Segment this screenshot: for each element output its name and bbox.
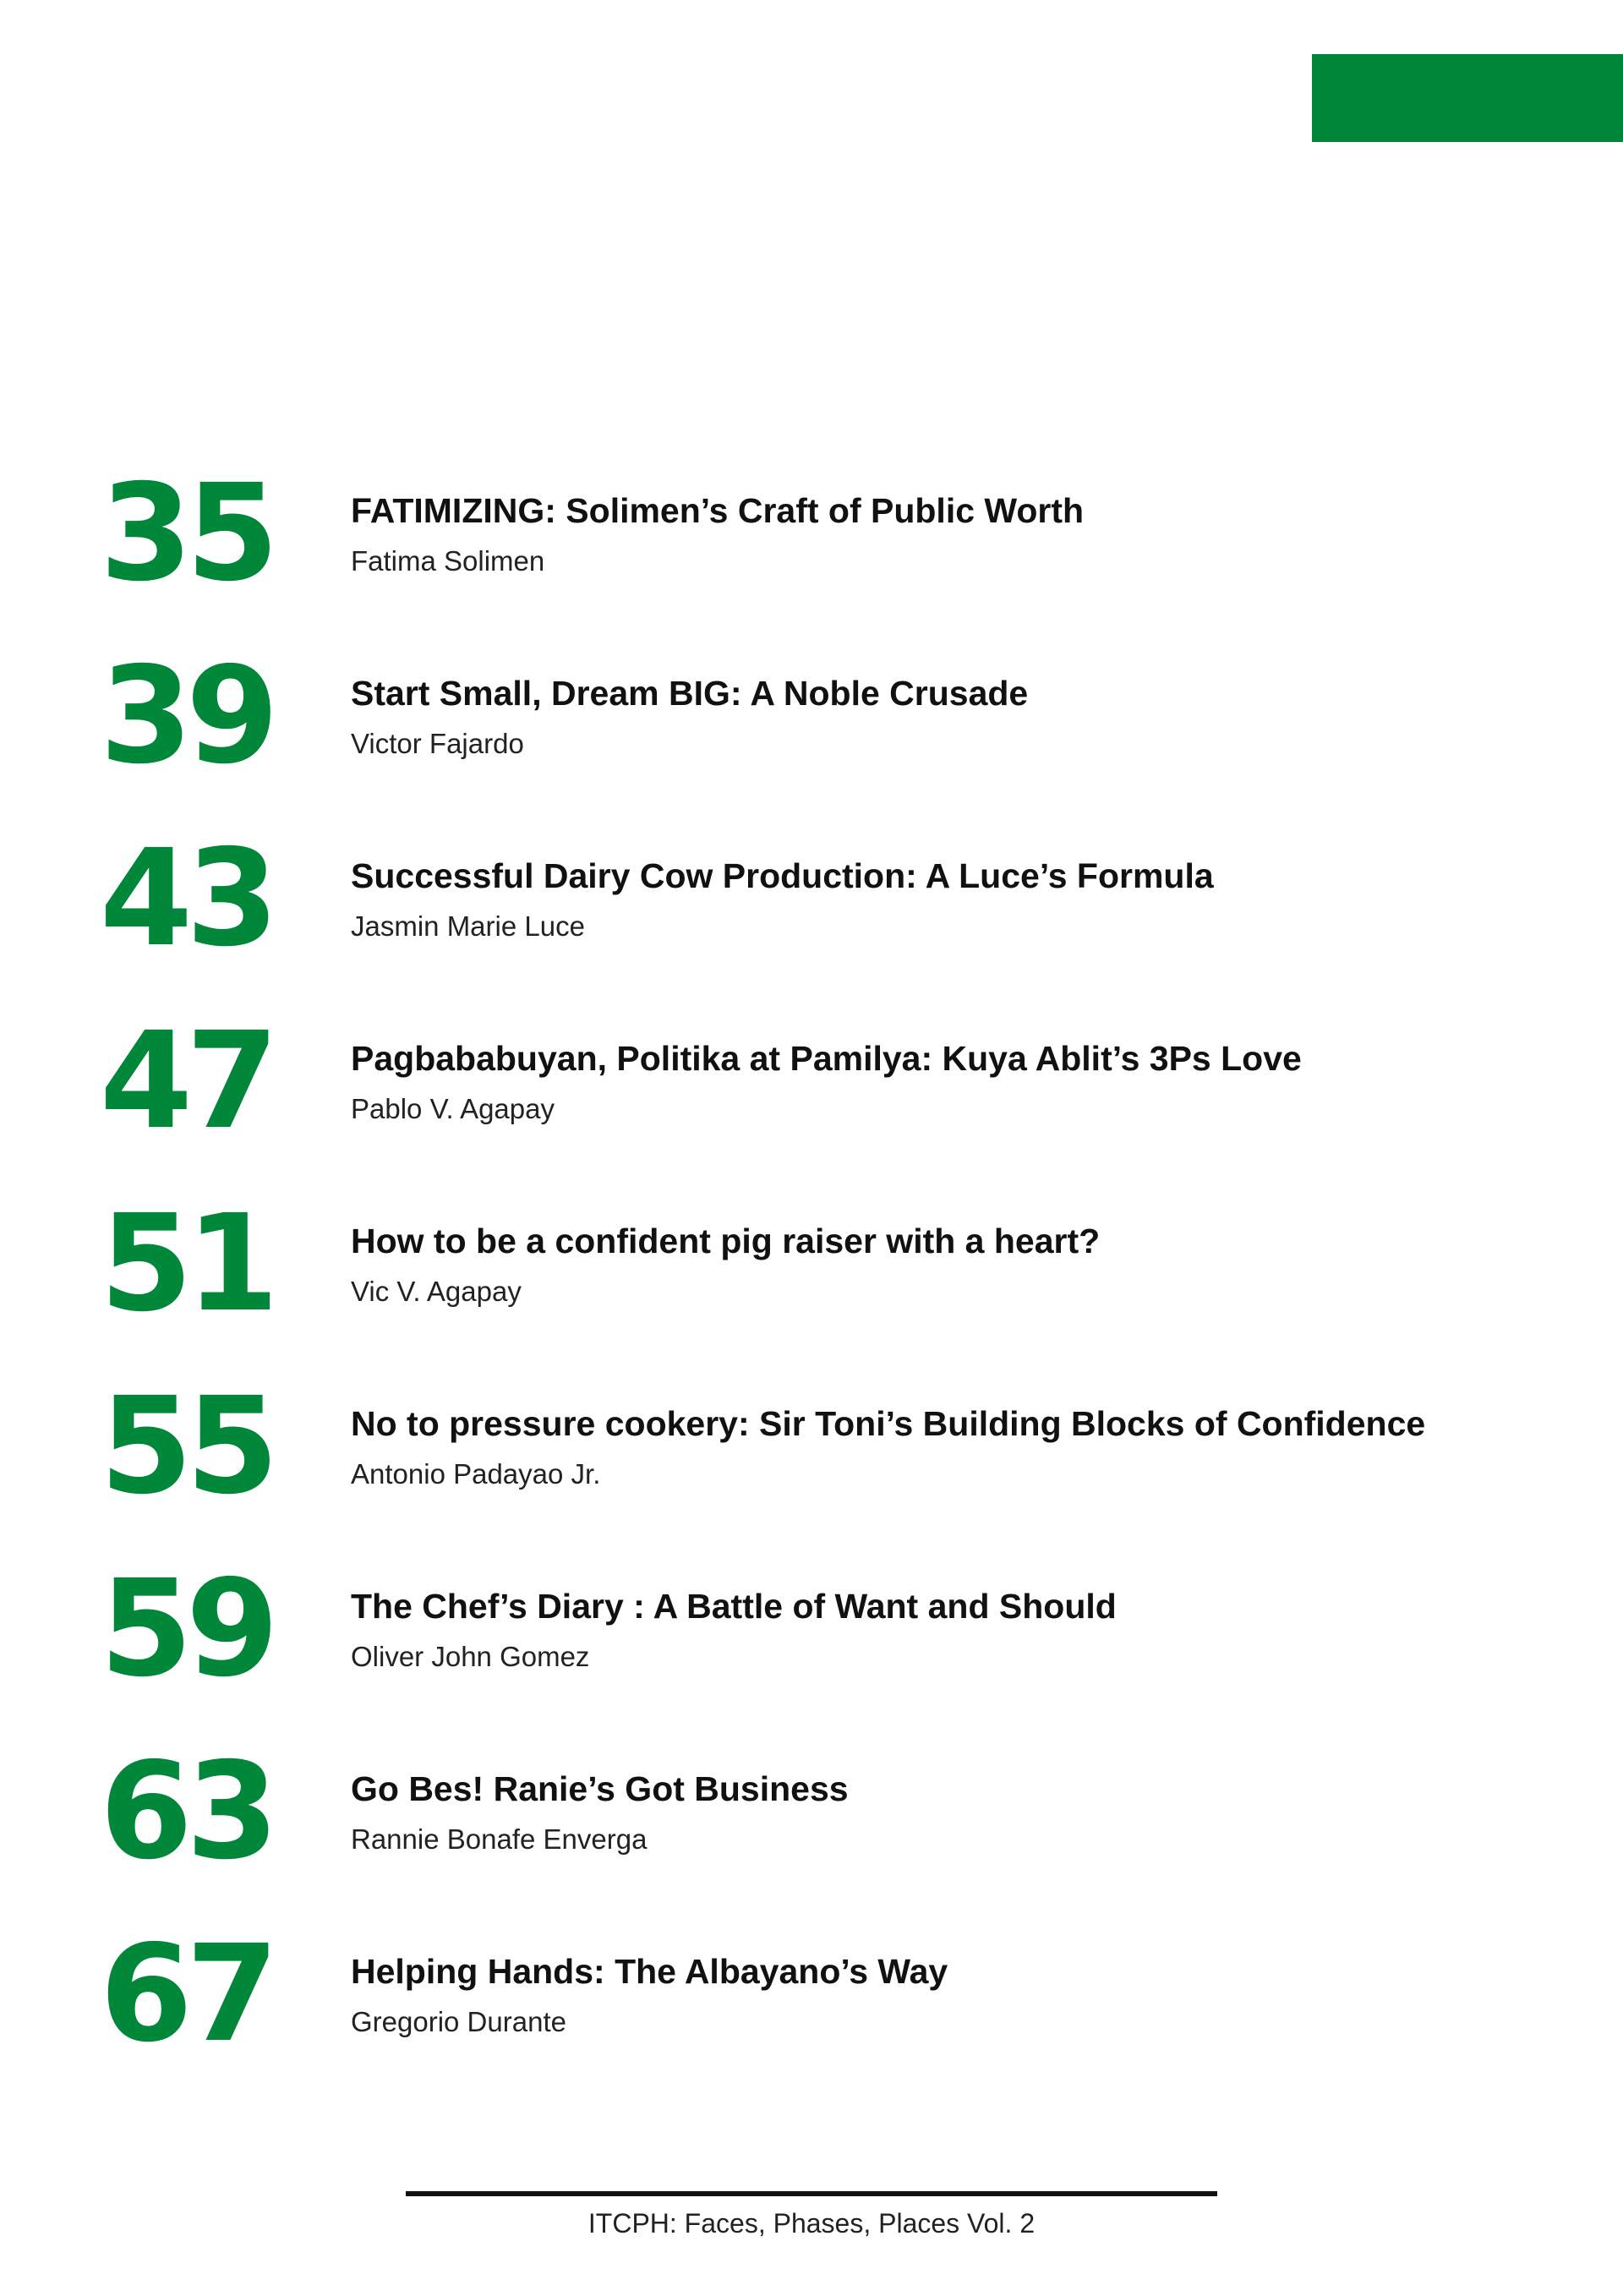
article-author: Antonio Padayao Jr. <box>351 1458 601 1490</box>
header-accent-bar <box>1312 54 1623 142</box>
article-title[interactable]: Start Small, Dream BIG: A Noble Crusade <box>351 674 1029 713</box>
toc-entry[interactable] <box>0 1003 1623 1208</box>
toc-entry[interactable] <box>0 638 1623 843</box>
article-author: Jasmin Marie Luce <box>351 910 585 942</box>
toc-entry[interactable] <box>0 1916 1623 2121</box>
article-author: Vic V. Agapay <box>351 1276 522 1307</box>
article-author: Oliver John Gomez <box>351 1641 590 1672</box>
article-title[interactable]: No to pressure cookery: Sir Toni’s Building Blocks of Confidence <box>351 1404 1426 1443</box>
page-number: 43 <box>100 821 272 976</box>
article-author: Fatima Solimen <box>351 545 545 577</box>
toc-entry[interactable] <box>0 1369 1623 1573</box>
toc-entry[interactable] <box>0 1734 1623 1938</box>
page-number: 35 <box>100 456 272 611</box>
footer-publication-title: ITCPH: Faces, Phases, Places Vol. 2 <box>587 2208 1036 2239</box>
article-author: Victor Fajardo <box>351 728 524 759</box>
article-title[interactable]: Successful Dairy Cow Production: A Luce’s Formula <box>351 856 1214 895</box>
article-author: Pablo V. Agapay <box>351 1093 555 1124</box>
article-author: Rannie Bonafe Enverga <box>351 1823 648 1855</box>
footer-divider <box>406 2191 1217 2196</box>
page-number: 67 <box>100 1916 272 2072</box>
article-title[interactable]: FATIMIZING: Solimen’s Craft of Public Worth <box>351 491 1085 530</box>
toc-entry[interactable] <box>0 1186 1623 1391</box>
article-title[interactable]: How to be a confident pig raiser with a heart? <box>351 1222 1101 1260</box>
toc-entry[interactable] <box>0 821 1623 1025</box>
page-number: 39 <box>100 638 272 794</box>
page-number: 47 <box>100 1003 272 1159</box>
page-number: 51 <box>100 1186 272 1342</box>
page-number: 59 <box>100 1551 272 1707</box>
toc-entry[interactable] <box>0 1551 1623 1756</box>
page-number: 55 <box>100 1369 272 1524</box>
toc-entry[interactable] <box>0 456 1623 660</box>
page-number: 63 <box>100 1734 272 1889</box>
article-title[interactable]: Helping Hands: The Albayano’s Way <box>351 1952 948 1991</box>
article-title[interactable]: Go Bes! Ranie’s Got Business <box>351 1769 849 1808</box>
article-title[interactable]: Pagbababuyan, Politika at Pamilya: Kuya Ablit’s 3Ps Love <box>351 1039 1302 1078</box>
article-title[interactable]: The Chef’s Diary : A Battle of Want and Should <box>351 1587 1117 1626</box>
table-of-contents <box>0 456 1623 2121</box>
article-author: Gregorio Durante <box>351 2006 566 2037</box>
